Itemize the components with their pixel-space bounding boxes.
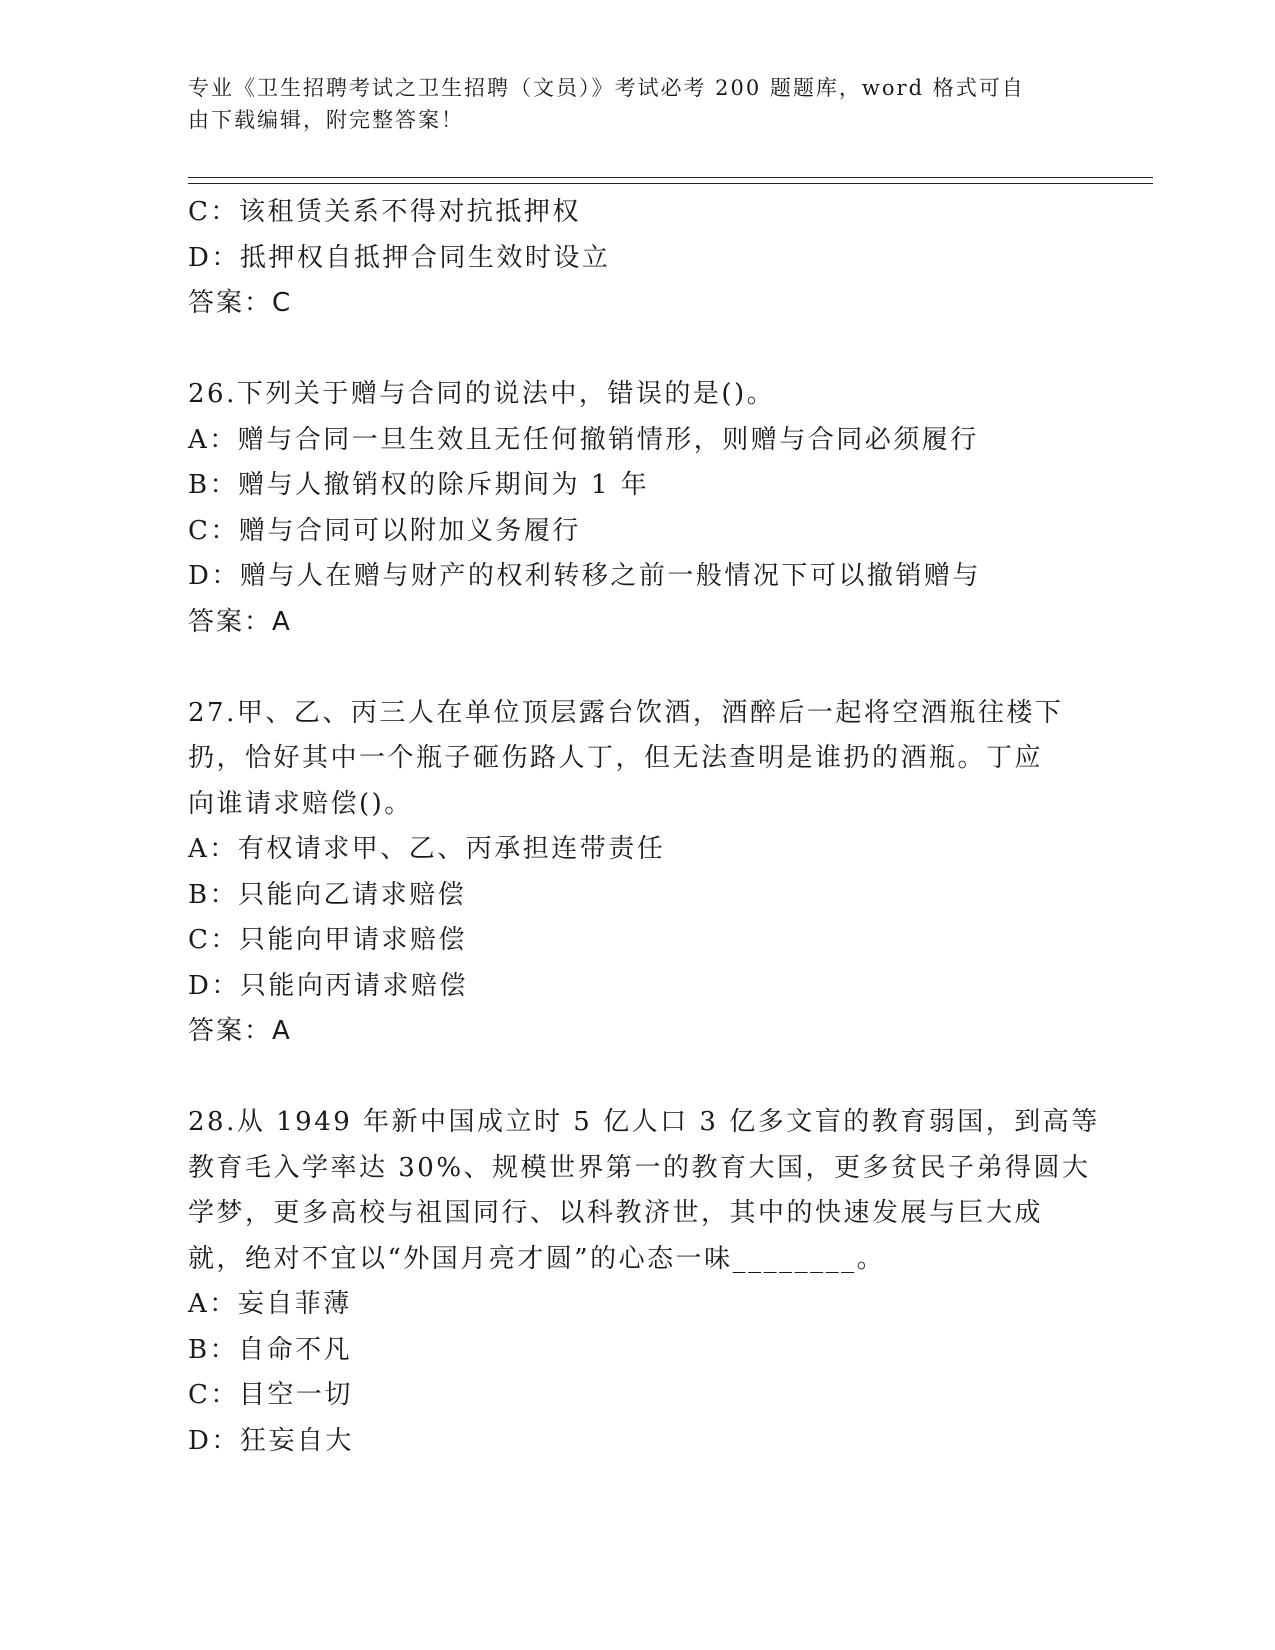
header-divider-bottom [188,183,1153,184]
spacer [188,1055,1148,1101]
question-25 [188,190,1148,327]
option-a: A：妄自菲薄 [188,1289,352,1319]
answer: 答案：C [188,288,293,318]
question-26 [188,372,1148,645]
header-line-2: 由下载编辑，附完整答案！ [188,108,464,132]
option-b: B：自命不凡 [188,1334,353,1365]
spacer [188,327,1148,373]
question-stem-line-1: 27.甲、乙、丙三人在单位顶层露台饮酒，酒醉后一起将空酒瓶往楼下 [188,697,1064,728]
option-c: C：目空一切 [188,1380,353,1410]
question-list [188,190,1148,1464]
question-stem-line-4: 就，绝对不宜以“外国月亮才圆”的心态一味________。 [188,1243,886,1274]
answer: 答案：A [188,1016,292,1046]
question-stem-line-3: 向谁请求赔偿()。 [188,788,413,819]
header-divider-top [188,177,1153,178]
question-stem-line-1: 28.从 1949 年新中国成立时 5 亿人口 3 亿多文盲的教育弱国，到高等 [188,1107,1100,1137]
question-stem-line-2: 教育毛入学率达 30%、规模世界第一的教育大国，更多贫民子弟得圆大 [188,1152,1091,1183]
question-stem-line-2: 扔，恰好其中一个瓶子砸伤路人丁，但无法查明是谁扔的酒瓶。丁应 [188,743,1044,773]
question-stem: 26.下列关于赠与合同的说法中，错误的是()。 [188,379,776,409]
option-d: D：狂妄自大 [188,1425,354,1456]
option-c: C：赠与合同可以附加义务履行 [188,515,581,546]
option-c: C：只能向甲请求赔偿 [188,925,467,955]
question-stem-line-3: 学梦，更多高校与祖国同行、以科教济世，其中的快速发展与巨大成 [188,1198,1044,1228]
option-d: D：抵押权自抵押合同生效时设立 [188,242,611,273]
document-header [188,72,1088,136]
question-28 [188,1100,1148,1464]
option-a: A：赠与合同一旦生效且无任何撤销情形，则赠与合同必须履行 [188,424,979,455]
header-line-1: 专业《卫生招聘考试之卫生招聘（文员）》考试必考 200 题题库，word 格式可自 [188,76,1025,100]
answer: 答案：A [188,606,292,637]
option-d: D：赠与人在赠与财产的权利转移之前一般情况下可以撤销赠与 [188,561,981,591]
option-c: C：该租赁关系不得对抗抵押权 [188,197,581,227]
question-27 [188,691,1148,1055]
option-b: B：只能向乙请求赔偿 [188,879,467,910]
spacer [188,645,1148,691]
option-b: B：赠与人撤销权的除斥期间为 1 年 [188,470,650,500]
option-a: A：有权请求甲、乙、丙承担连带责任 [188,834,666,864]
option-d: D：只能向丙请求赔偿 [188,970,468,1001]
